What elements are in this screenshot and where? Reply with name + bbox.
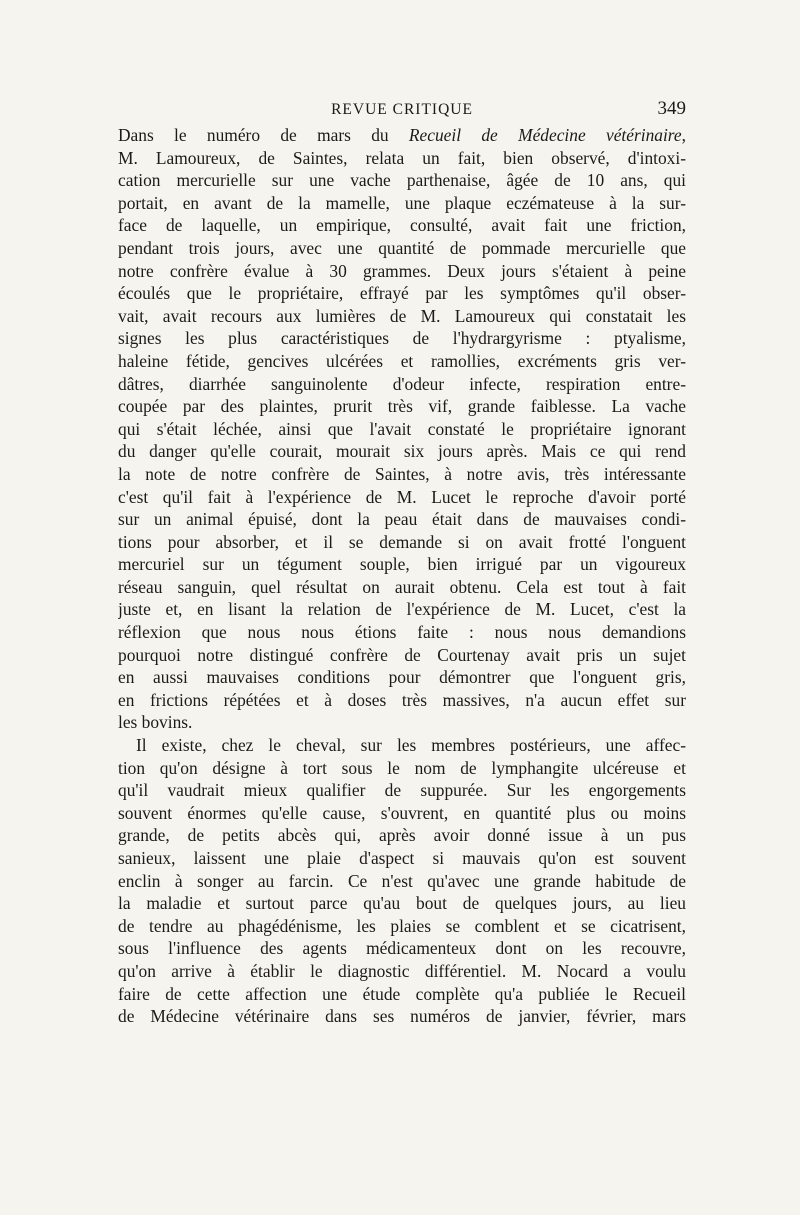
text-line: pendant trois jours, avec une quantité de pommade mercurielle que xyxy=(118,237,686,258)
text-line: mercuriel sur un tégument souple, bien irrigué par un vigoureux xyxy=(118,554,686,575)
text-line: la note de notre confrère de Saintes, à notre avis, très intéressante xyxy=(118,463,686,484)
text-line xyxy=(118,124,686,147)
text-line: face de laquelle, un empirique, consulté, avait fait une friction, xyxy=(118,215,686,236)
text-segment: , xyxy=(681,125,686,145)
page-number: 349 xyxy=(657,98,686,119)
text-line: de tendre au phagédénisme, les plaies se comblent et se cicatrisent, xyxy=(118,915,686,936)
text-line: dâtres, diarrhée sanguinolente d'odeur infecte, respiration entre- xyxy=(118,373,686,394)
text-line: réflexion que nous nous étions faite : nous nous demandions xyxy=(118,622,686,643)
text-line: haleine fétide, gencives ulcérées et ramollies, excréments gris ver- xyxy=(118,350,686,371)
text-line: en aussi mauvaises conditions pour démontrer que l'onguent gris, xyxy=(118,667,686,688)
text-line: Il existe, chez le cheval, sur les membres postérieurs, une affec- xyxy=(136,735,686,756)
text-line: tions pour absorber, et il se demande si on avait frotté l'onguent xyxy=(118,531,686,552)
running-header xyxy=(118,98,686,124)
text-line: écoulés que le propriétaire, effrayé par les symptômes qu'il obser- xyxy=(118,283,686,304)
text-line: cation mercurielle sur une vache parthenaise, âgée de 10 ans, qui xyxy=(118,170,686,191)
text-line: qu'on arrive à établir le diagnostic différentiel. M. Nocard a voulu xyxy=(118,960,686,981)
text-line: faire de cette affection une étude complète qu'a publiée le Recueil xyxy=(118,983,686,1004)
text-line: qu'il vaudrait mieux qualifier de suppurée. Sur les engorgements xyxy=(118,780,686,801)
text-line: enclin à songer au farcin. Ce n'est qu'avec une grande habitude de xyxy=(118,870,686,891)
text-line: qui s'était léchée, ainsi que l'avait constaté le propriétaire ignorant xyxy=(118,418,686,439)
text-line: sanieux, laissent une plaie d'aspect si mauvais qu'on est souvent xyxy=(118,848,686,868)
text-line: les bovins. xyxy=(118,712,193,733)
text-line: grande, de petits abcès qui, après avoir donné issue à un pus xyxy=(118,825,686,846)
text-line: juste et, en lisant la relation de l'expérience de M. Lucet, c'est la xyxy=(118,599,686,620)
text-line: tion qu'on désigne à tort sous le nom de lymphangite ulcéreuse et xyxy=(118,757,686,778)
text-segment: Dans le numéro de mars du xyxy=(118,125,409,145)
running-title: REVUE CRITIQUE xyxy=(331,101,473,118)
text-line: en frictions répétées et à doses très massives, n'a aucun effet sur xyxy=(118,689,686,710)
text-line: la maladie et surtout parce qu'au bout de quelques jours, au lieu xyxy=(118,893,686,914)
text-line: de Médecine vétérinaire dans ses numéros de janvier, février, mars xyxy=(118,1006,686,1027)
text-line: pourquoi notre distingué confrère de Courtenay avait pris un sujet xyxy=(118,644,686,665)
journal-title-italic: Recueil de Médecine vétérinaire xyxy=(408,125,682,145)
text-line: c'est qu'il fait à l'expérience de M. Lucet le reproche d'avoir porté xyxy=(118,486,686,507)
text-line: notre confrère évalue à 30 grammes. Deux jours s'étaient à peine xyxy=(118,260,686,281)
text-line: du danger qu'elle courait, mourait six jours après. Mais ce qui rend xyxy=(118,441,686,462)
text-line: coupée par des plaintes, prurit très vif, grande faiblesse. La vache xyxy=(118,396,686,417)
text-line: sur un animal épuisé, dont la peau était dans de mauvaises condi- xyxy=(118,509,686,530)
body-text xyxy=(118,124,686,1028)
text-line: portait, en avant de la mamelle, une plaque eczémateuse à la sur- xyxy=(118,192,686,213)
text-line: M. Lamoureux, de Saintes, relata un fait, bien observé, d'intoxi- xyxy=(118,147,686,168)
text-line: réseau sanguin, quel résultat on aurait obtenu. Cela est tout à fait xyxy=(118,576,686,597)
text-line: sous l'influence des agents médicamenteux dont on les recouvre, xyxy=(118,938,686,959)
text-line: signes les plus caractéristiques de l'hydrargyrisme : ptyalisme, xyxy=(118,328,686,349)
text-line: vait, avait recours aux lumières de M. Lamoureux qui constatait les xyxy=(118,305,686,326)
text-line: souvent énormes qu'elle cause, s'ouvrent, en quantité plus ou moins xyxy=(118,802,686,823)
